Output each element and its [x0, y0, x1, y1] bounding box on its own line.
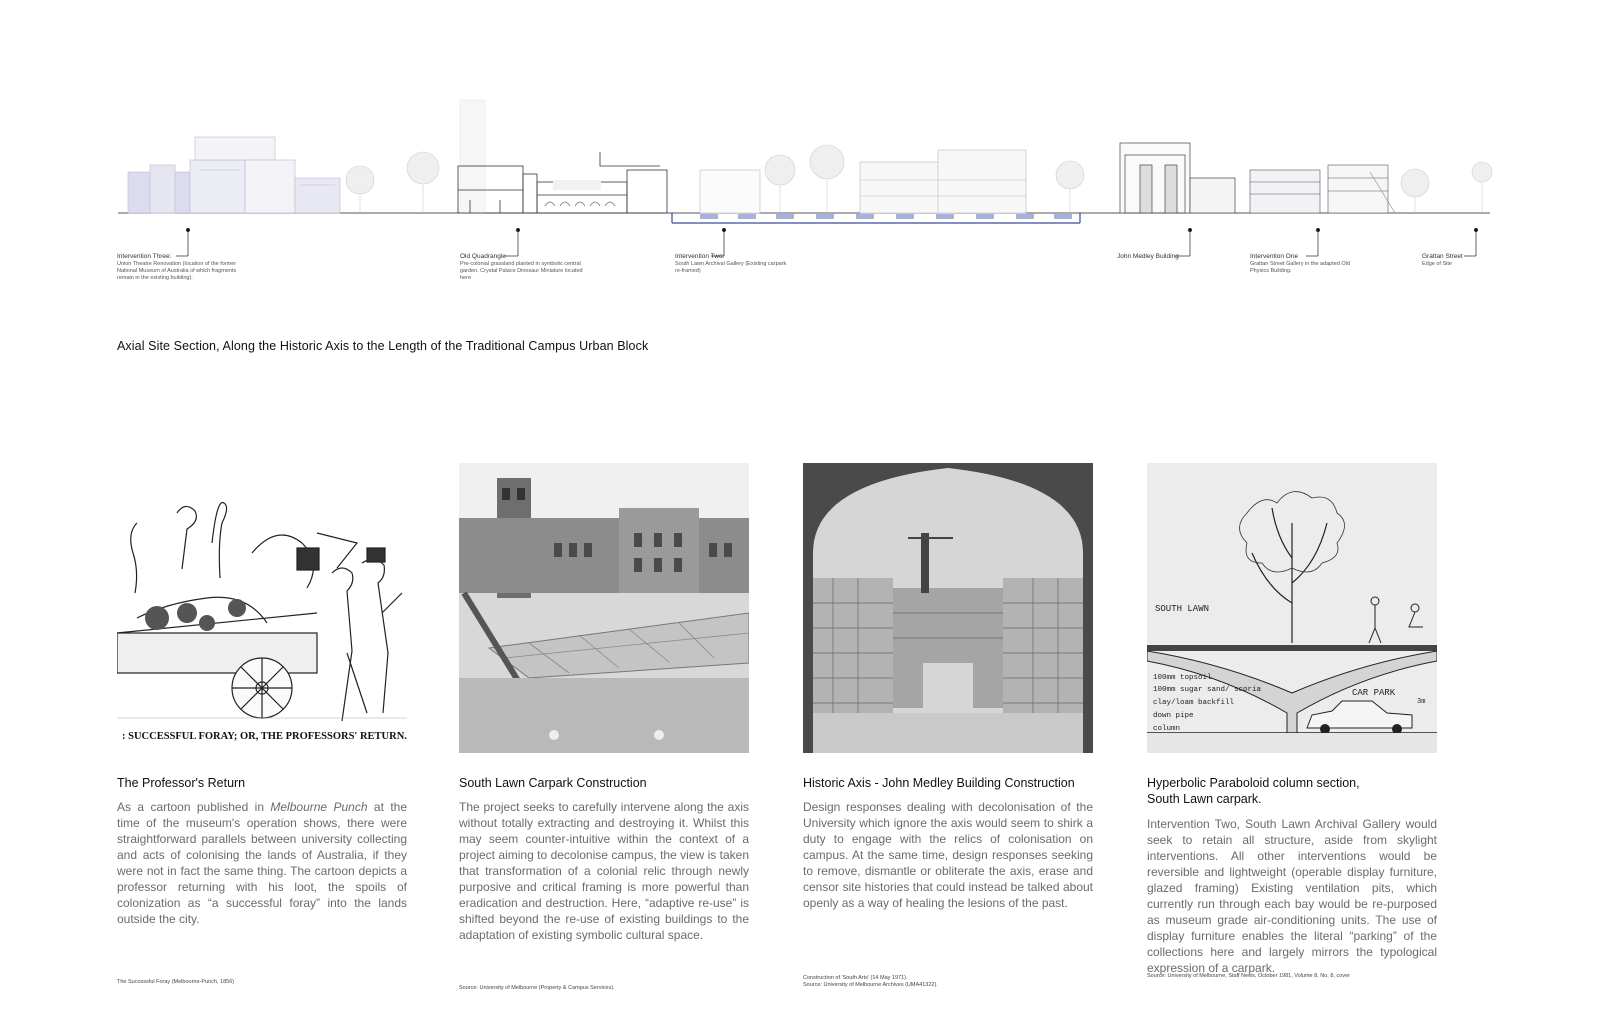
source-line: Source: University of Melbourne Archives (UMA41322).	[803, 982, 938, 989]
body-text: As a cartoon published in	[117, 800, 271, 815]
column-professors-return	[117, 463, 407, 927]
carpark-photo-drawing	[459, 463, 749, 753]
title-line: South Lawn carpark.	[1147, 792, 1262, 807]
callout-desc: Edge of Site	[1422, 260, 1452, 267]
column-section-drawing	[1147, 463, 1437, 753]
source-note: The Successful Foray (Melbourne-Punch, 1856)	[117, 979, 235, 985]
title-line: Hyperbolic Paraboloid column section,	[1147, 776, 1360, 790]
callout-grattan-street	[1422, 253, 1492, 268]
cartoon-caption-text: : SUCCESSFUL FORAY; OR, THE PROFESSORS' RETURN.	[122, 731, 407, 742]
column-title: South Lawn Carpark Construction	[459, 776, 647, 790]
column-historic-axis	[803, 463, 1093, 911]
body-italic: Melbourne Punch	[270, 800, 368, 815]
source-note	[803, 975, 938, 989]
callout-title: John Medley Building	[1117, 253, 1179, 260]
callout-title: Intervention Two:	[675, 253, 725, 260]
column-body: Design responses dealing with decolonisation of the University which ignore the axis would seem to shirk a duty to engage with the relics of colonisation on campus. At the same time, design responses seeking to remove, dismantle or obliterate the axis, erase and censor site histories that could instead be talked about openly as a way of healing the lesions of the past.	[803, 800, 1093, 911]
column-title: Historic Axis - John Medley Building Construction	[803, 776, 1075, 790]
column-body: The project seeks to carefully intervene along the axis without totally extracting and destroying it. Whilst this may seem counter-intuitive within the context of a project aiming to decolonise campus, the view is taken that transformation of a colonial relic through newly purposive and critical framing is more powerful than eradication and destruction. Here, “adaptive re-use” is shifted beyond the re-use of existing buildings to the adaptation of existing symbolic cultural space.	[459, 800, 749, 943]
carpark-photo	[459, 463, 749, 753]
layer-label: 100mm sugar sand/ scoria	[1153, 686, 1262, 694]
source-line: Construction of 'South Arts' (14 May 1971).	[803, 975, 908, 981]
car-park-label: CAR PARK	[1352, 688, 1396, 698]
layer-label: 100mm topsoil	[1153, 674, 1212, 682]
callout-desc: South Lawn Archival Gallery (Existing carpark re-framed)	[675, 260, 787, 274]
carpark-columns	[700, 214, 1072, 219]
callout-intervention-three	[117, 253, 252, 281]
height-label: 3m	[1417, 698, 1426, 706]
callout-desc: Pre-colonial grassland planted in symbolic central garden. Crystal Palace Dinosaur Miniature located here	[460, 260, 583, 281]
south-lawn-label: SOUTH LAWN	[1155, 604, 1210, 614]
medley-photo-drawing	[803, 463, 1093, 753]
callout-john-medley	[1117, 253, 1187, 261]
layer-label: clay/loam backfill	[1153, 699, 1235, 707]
cartoon-illustration	[117, 463, 407, 753]
callout-intervention-two	[675, 253, 790, 275]
callout-title: Intervention One	[1250, 253, 1299, 260]
column-title: The Professor's Return	[117, 776, 246, 790]
callout-title: Intervention Three:	[117, 253, 172, 260]
layer-label: down pipe	[1153, 712, 1194, 720]
old-physics-building	[1250, 165, 1395, 213]
john-medley-building	[1120, 143, 1235, 213]
body-text: at the time of the museum's operation shows, there were straightforward parallels between university collecting and acts of colonising the lands of Australia, if they were not in fact the same thing. The cartoon depicts a professor returning with his loot, the spoils of colonization as “a successful foray” into the lands outside the city.	[117, 800, 407, 927]
column-title	[1147, 775, 1437, 808]
callout-title: Old Quadrangle	[460, 253, 506, 260]
callout-leaders	[176, 228, 1478, 256]
cartoon-image	[117, 463, 407, 753]
callout-desc: Grattan Street Gallery in the adapted Old Physics Building.	[1250, 260, 1350, 274]
callout-title: Grattan Street	[1422, 253, 1463, 260]
source-note: Source: University of Melbourne (Property & Campus Services).	[459, 985, 615, 991]
medley-construction-photo	[803, 463, 1093, 753]
layer-label: column	[1153, 725, 1181, 733]
source-note: Source: University of Melbourne, Staff News, October 1981, Volume 8, No. 8, cover	[1147, 973, 1350, 979]
column-body: Intervention Two, South Lawn Archival Gallery would seek to retain all structure, aside from skylight interventions. All other interventions would be reversible and lightweight (operable display furniture, glazed framing) Existing ventilation pits, which currently run through each bay would be re-purposed as museum grade air-conditioning units. The use of display furniture enables the literal “parking” of the collections here and largely mirrors the typological expression of a carpark.	[1147, 816, 1437, 975]
callout-desc: Union Theatre Renovation (location of the former National Museum of Australia of which fragments remain in the existing building).	[117, 260, 237, 281]
callout-old-quadrangle	[460, 253, 595, 281]
union-theatre-building	[128, 137, 340, 213]
column-hyperbolic-paraboloid	[1147, 463, 1437, 976]
hyperbolic-column-drawing	[1147, 463, 1437, 753]
column-carpark-construction	[459, 463, 749, 943]
column-body	[117, 799, 407, 927]
section-caption: Axial Site Section, Along the Historic Axis to the Length of the Traditional Campus Urban Block	[117, 339, 649, 353]
callout-intervention-one	[1250, 253, 1365, 275]
